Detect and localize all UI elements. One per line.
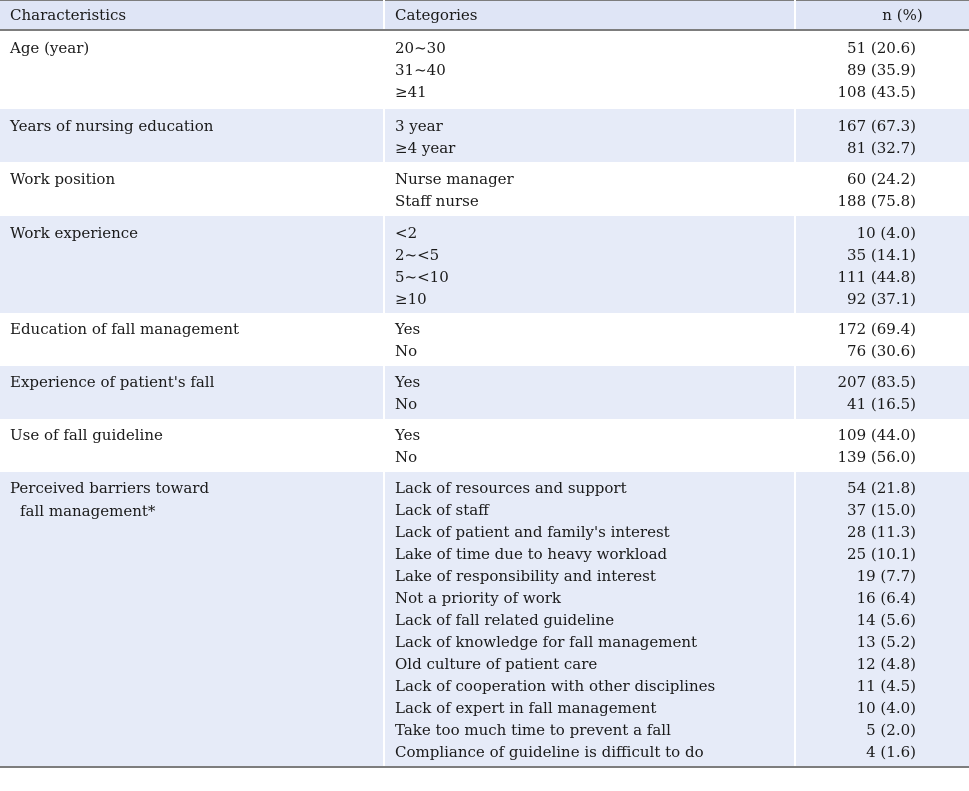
category-cell-line: 5~<10 bbox=[395, 268, 449, 286]
category-cell-line: Compliance of guideline is difficult to do bbox=[395, 743, 704, 761]
characteristic-cell bbox=[0, 313, 384, 366]
category-cell-line: 2~<5 bbox=[395, 246, 440, 264]
header-characteristics: Characteristics bbox=[0, 1, 384, 31]
category-cell bbox=[384, 313, 795, 366]
table-row bbox=[0, 30, 969, 109]
n-percent-cell-line: 13 (5.2) bbox=[856, 633, 916, 651]
category-cell bbox=[384, 419, 795, 472]
category-cell-line: Lack of staff bbox=[395, 501, 489, 519]
table-row bbox=[0, 109, 969, 162]
characteristic-cell bbox=[0, 30, 384, 109]
category-cell-line: Lack of patient and family's interest bbox=[395, 523, 670, 541]
n-percent-cell-line: 54 (21.8) bbox=[847, 479, 916, 497]
n-percent-cell-line: 28 (11.3) bbox=[847, 523, 916, 541]
category-cell-line: <2 bbox=[395, 224, 418, 242]
category-cell-line: ≥10 bbox=[395, 290, 427, 308]
characteristic-cell bbox=[0, 109, 384, 162]
n-percent-cell-line: 4 (1.6) bbox=[866, 743, 916, 761]
category-cell-line: Lack of fall related guideline bbox=[395, 611, 615, 629]
table-body bbox=[0, 30, 969, 767]
category-cell-line: Staff nurse bbox=[395, 192, 479, 210]
table-row bbox=[0, 216, 969, 313]
category-cell-line: Lake of responsibility and interest bbox=[395, 567, 656, 585]
n-percent-cell-line: 207 (83.5) bbox=[837, 373, 916, 391]
n-percent-cell-line: 16 (6.4) bbox=[856, 589, 916, 607]
n-percent-cell-line: 51 (20.6) bbox=[847, 39, 916, 57]
n-percent-cell bbox=[795, 472, 969, 767]
n-percent-cell-line: 10 (4.0) bbox=[856, 699, 916, 717]
table-row bbox=[0, 162, 969, 216]
characteristic-cell-line: fall management* bbox=[20, 502, 156, 520]
n-percent-cell-line: 35 (14.1) bbox=[847, 246, 916, 264]
category-cell-line: ≥41 bbox=[395, 83, 427, 101]
category-cell-line: Yes bbox=[395, 373, 421, 391]
characteristic-cell-line: Perceived barriers toward bbox=[10, 479, 210, 497]
n-percent-cell-line: 81 (32.7) bbox=[847, 139, 916, 157]
n-percent-cell-line: 25 (10.1) bbox=[847, 545, 916, 563]
category-cell-line: Yes bbox=[395, 320, 421, 338]
category-cell-line: No bbox=[395, 395, 418, 413]
table-row bbox=[0, 366, 969, 419]
category-cell-line: 3 year bbox=[395, 117, 443, 135]
characteristic-cell bbox=[0, 162, 384, 216]
characteristic-cell-line: Work position bbox=[10, 170, 116, 188]
characteristic-cell-line: Years of nursing education bbox=[10, 117, 214, 135]
n-percent-cell-line: 167 (67.3) bbox=[837, 117, 916, 135]
n-percent-cell bbox=[795, 419, 969, 472]
characteristic-cell bbox=[0, 366, 384, 419]
characteristic-cell-line: Use of fall guideline bbox=[10, 426, 163, 444]
category-cell-line: Old culture of patient care bbox=[395, 655, 598, 673]
category-cell-line: 31~40 bbox=[395, 61, 446, 79]
n-percent-cell-line: 10 (4.0) bbox=[856, 224, 916, 242]
n-percent-cell-line: 60 (24.2) bbox=[847, 170, 916, 188]
category-cell-line: No bbox=[395, 342, 418, 360]
category-cell-line: Not a priority of work bbox=[395, 589, 561, 607]
characteristic-cell bbox=[0, 419, 384, 472]
n-percent-cell-line: 109 (44.0) bbox=[837, 426, 916, 444]
category-cell-line: Take too much time to prevent a fall bbox=[395, 721, 671, 739]
n-percent-cell bbox=[795, 366, 969, 419]
n-percent-cell-line: 139 (56.0) bbox=[837, 448, 916, 466]
n-percent-cell-line: 11 (4.5) bbox=[856, 677, 916, 695]
characteristic-cell-line: Education of fall management bbox=[10, 320, 240, 338]
n-percent-cell-line: 76 (30.6) bbox=[847, 342, 916, 360]
n-percent-cell-line: 5 (2.0) bbox=[866, 721, 916, 739]
n-percent-cell bbox=[795, 313, 969, 366]
category-cell-line: Lack of cooperation with other disciplines bbox=[395, 677, 716, 695]
category-cell bbox=[384, 30, 795, 109]
category-cell bbox=[384, 472, 795, 767]
category-cell-line: Yes bbox=[395, 426, 421, 444]
n-percent-cell bbox=[795, 216, 969, 313]
characteristic-cell-line: Experience of patient's fall bbox=[10, 373, 215, 391]
category-cell-line: Nurse manager bbox=[395, 170, 514, 188]
category-cell-line: No bbox=[395, 448, 418, 466]
n-percent-cell bbox=[795, 30, 969, 109]
category-cell bbox=[384, 366, 795, 419]
category-cell-line: ≥4 year bbox=[395, 139, 456, 157]
category-cell-line: Lake of time due to heavy workload bbox=[395, 545, 668, 563]
category-cell-line: Lack of knowledge for fall management bbox=[395, 633, 698, 651]
characteristic-cell bbox=[0, 472, 384, 767]
category-cell bbox=[384, 216, 795, 313]
n-percent-cell-line: 19 (7.7) bbox=[856, 567, 916, 585]
table-row bbox=[0, 419, 969, 472]
header-row bbox=[0, 1, 969, 31]
category-cell-line: Lack of resources and support bbox=[395, 479, 627, 497]
characteristic-cell-line: Work experience bbox=[10, 224, 139, 242]
table-row bbox=[0, 313, 969, 366]
category-cell bbox=[384, 109, 795, 162]
n-percent-cell-line: 89 (35.9) bbox=[847, 61, 916, 79]
table-row bbox=[0, 472, 969, 767]
header-n-percent: n (%) bbox=[795, 1, 969, 31]
n-percent-cell-line: 37 (15.0) bbox=[847, 501, 916, 519]
n-percent-cell-line: 188 (75.8) bbox=[837, 192, 916, 210]
characteristic-cell-line: Age (year) bbox=[10, 39, 90, 57]
n-percent-cell-line: 14 (5.6) bbox=[856, 611, 916, 629]
n-percent-cell bbox=[795, 162, 969, 216]
n-percent-cell-line: 111 (44.8) bbox=[837, 268, 916, 286]
n-percent-cell-line: 12 (4.8) bbox=[856, 655, 916, 673]
n-percent-cell bbox=[795, 109, 969, 162]
category-cell bbox=[384, 162, 795, 216]
n-percent-cell-line: 92 (37.1) bbox=[847, 290, 916, 308]
category-cell-line: 20~30 bbox=[395, 39, 446, 57]
n-percent-cell-line: 41 (16.5) bbox=[847, 395, 916, 413]
header-categories: Categories bbox=[384, 1, 795, 31]
category-cell-line: Lack of expert in fall management bbox=[395, 699, 657, 717]
n-percent-cell-line: 108 (43.5) bbox=[837, 83, 916, 101]
n-percent-cell-line: 172 (69.4) bbox=[837, 320, 916, 338]
characteristic-cell bbox=[0, 216, 384, 313]
